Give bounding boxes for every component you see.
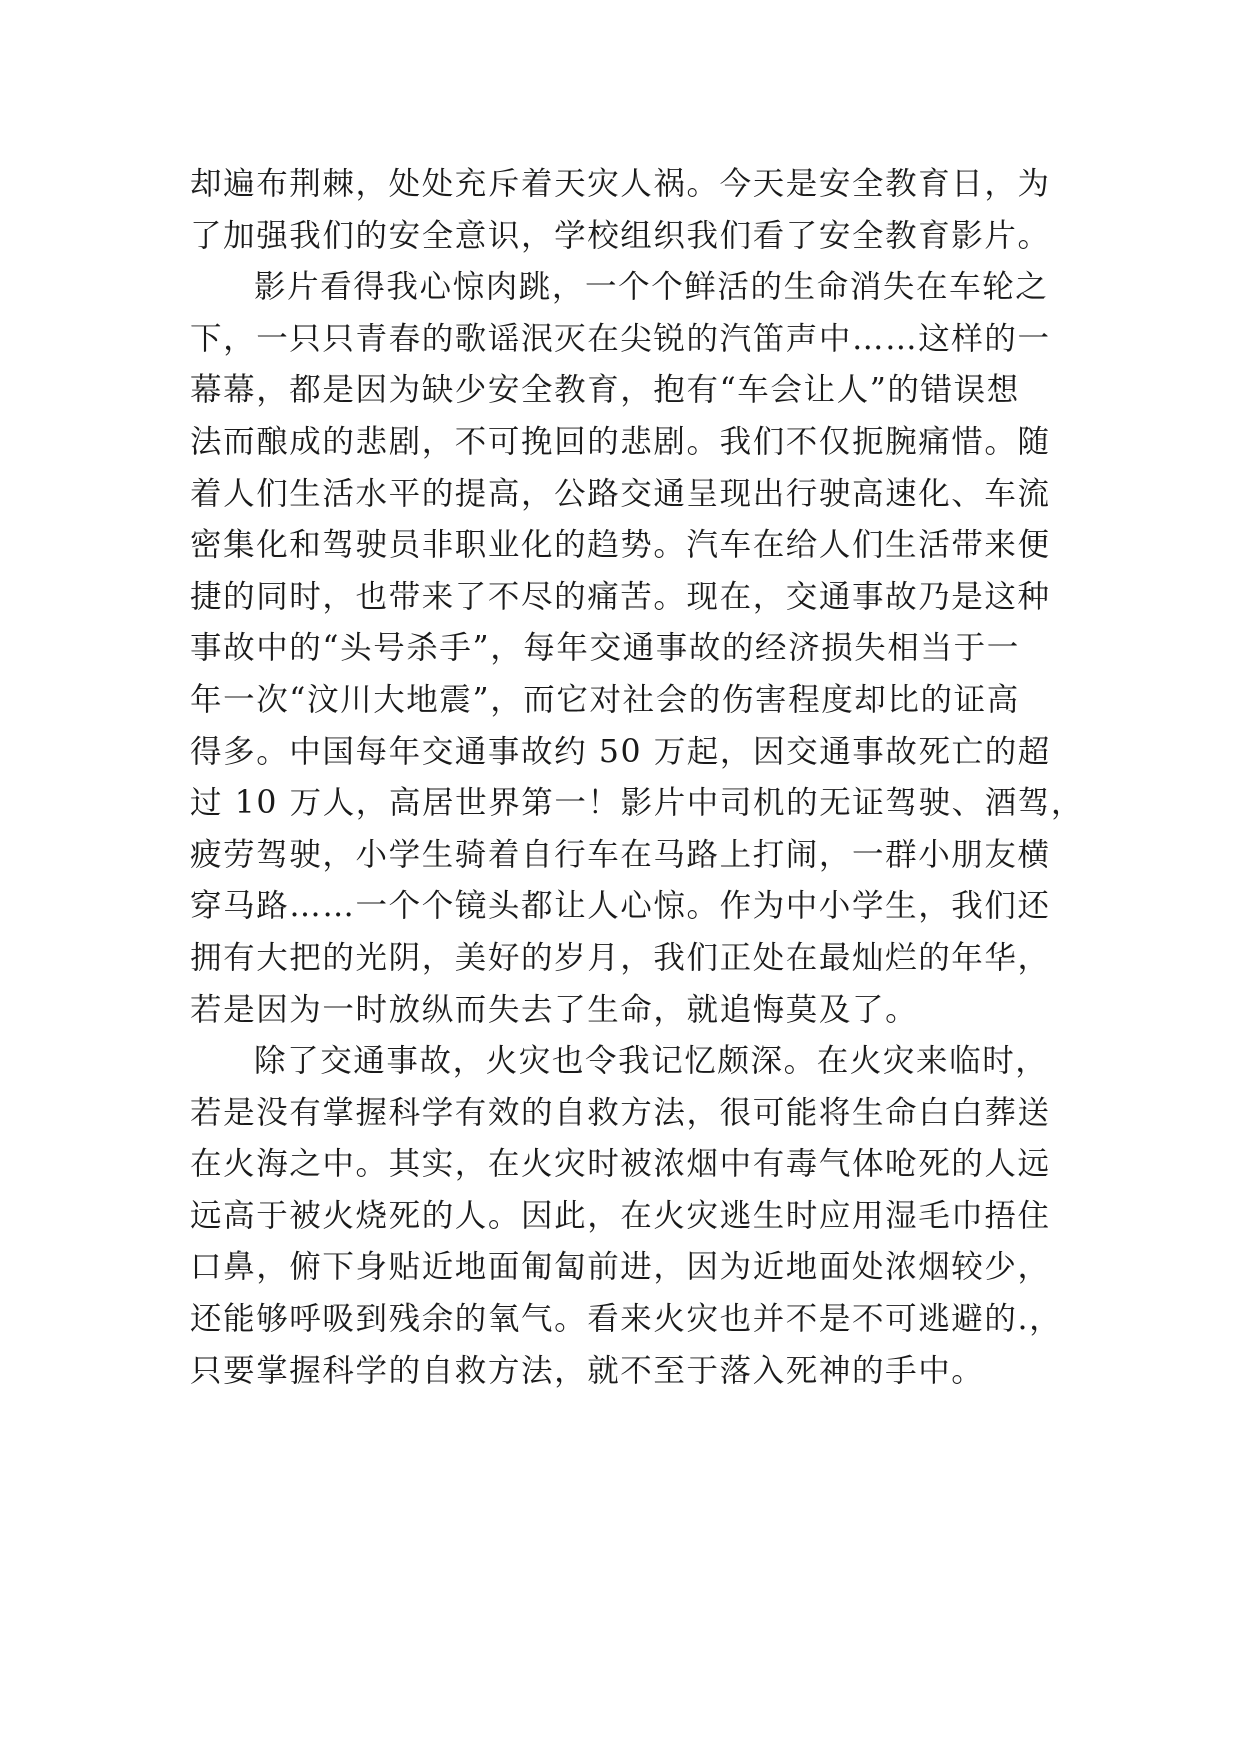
text-line: 还能够呼吸到残余的氧气。看来火灾也并不是不可逃避的.，	[190, 1301, 1063, 1338]
text-line: 事故中的“头号杀手”，每年交通事故的经济损失相当于一	[190, 630, 1020, 667]
text-line: 拥有大把的光阴，美好的岁月，我们正处在最灿烂的年华，	[190, 939, 1051, 976]
text-line: 影片看得我心惊肉跳，一个个鲜活的生命消失在车轮之	[254, 269, 1049, 306]
text-line: 捷的同时，也带来了不尽的痛苦。现在，交通事故乃是这种	[190, 578, 1051, 615]
text-line: 疲劳驾驶，小学生骑着自行车在马路上打闹，一群小朋友横	[190, 836, 1051, 873]
text-line: 了加强我们的安全意识，学校组织我们看了安全教育影片。	[190, 217, 1051, 254]
text-line: 法而酿成的悲剧，不可挽回的悲剧。我们不仅扼腕痛惜。随	[190, 423, 1051, 460]
text-line: 在火海之中。其实，在火灾时被浓烟中有毒气体呛死的人远	[190, 1146, 1051, 1183]
text-line: 过 10 万人，高居世界第一！影片中司机的无证驾驶、酒驾，	[190, 785, 1085, 822]
body-text	[190, 159, 1085, 1397]
text-line: 除了交通事故，火灾也令我记忆颇深。在火灾来临时，	[254, 1043, 1049, 1080]
text-line: 穿马路……一个个镜头都让人心惊。作为中小学生，我们还	[190, 888, 1051, 925]
text-line: 下，一只只青春的歌谣泯灭在尖锐的汽笛声中……这样的一	[190, 320, 1051, 357]
text-line: 幕幕，都是因为缺少安全教育，抱有“车会让人”的错误想	[190, 372, 1020, 409]
text-line: 密集化和驾驶员非职业化的趋势。汽车在给人们生活带来便	[190, 527, 1051, 564]
text-line: 却遍布荆棘，处处充斥着天灾人祸。今天是安全教育日，为	[190, 166, 1051, 202]
text-line: 若是没有掌握科学有效的自救方法，很可能将生命白白葬送	[190, 1094, 1051, 1131]
text-line: 远高于被火烧死的人。因此，在火灾逃生时应用湿毛巾捂住	[190, 1197, 1051, 1234]
text-line: 年一次“汶川大地震”，而它对社会的伤害程度却比的证高	[190, 681, 1020, 718]
text-line: 得多。中国每年交通事故约 50 万起，因交通事故死亡的超	[190, 733, 1051, 770]
text-line: 着人们生活水平的提高，公路交通呈现出行驶高速化、车流	[190, 475, 1051, 512]
text-line: 只要掌握科学的自救方法，就不至于落入死神的手中。	[190, 1352, 985, 1389]
text-line: 若是因为一时放纵而失去了生命，就追悔莫及了。	[190, 991, 919, 1028]
text-line: 口鼻，俯下身贴近地面匍匐前进，因为近地面处浓烟较少，	[190, 1249, 1051, 1286]
